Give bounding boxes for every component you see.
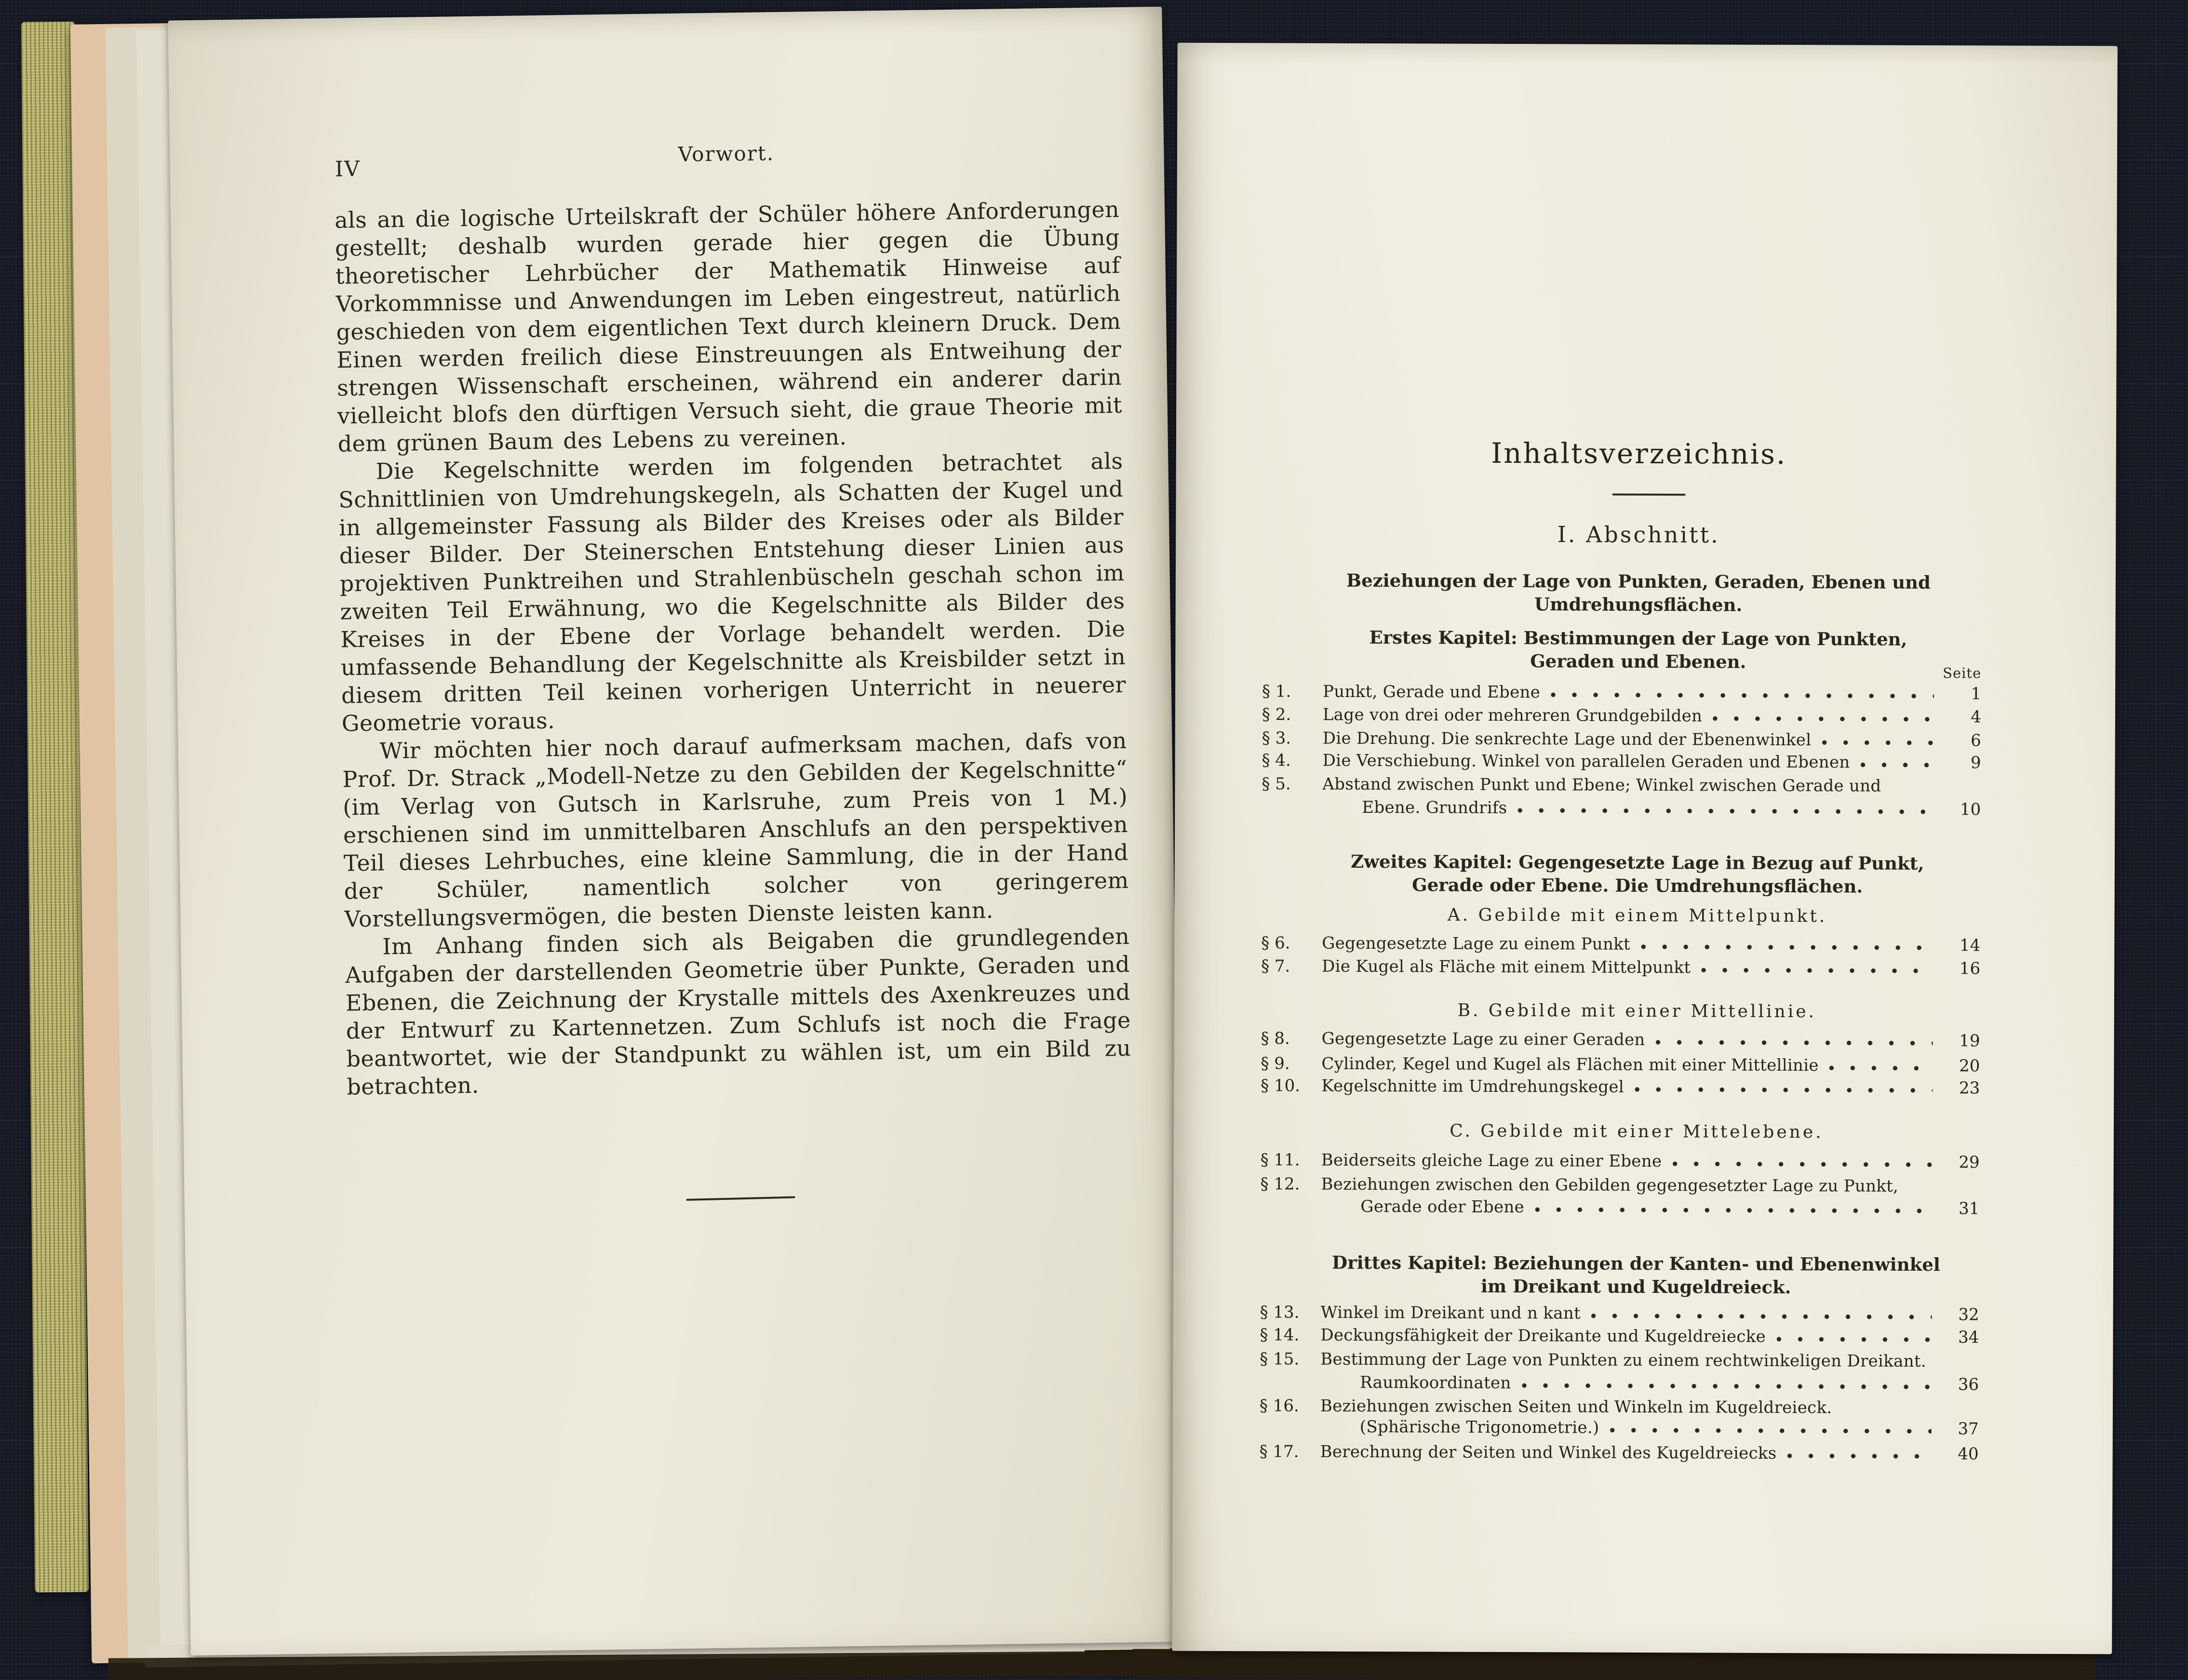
chapter2-heading-line1: Zweites Kapitel: Gegengesetzte Lage in Bezug auf Punkt, [1351, 850, 1924, 874]
toc-entry-16-line1 [1260, 1396, 1979, 1418]
toc-entry-15-line2 [1260, 1372, 1979, 1394]
entry-number: § 2. [1262, 705, 1291, 725]
entry-number: § 1. [1262, 682, 1291, 701]
toc-entry-13 [1260, 1303, 1979, 1324]
dot-leader [1713, 715, 1934, 723]
page-number: IV [335, 157, 361, 182]
entry-title-continued: Gerade oder Ebene [1360, 1196, 1525, 1217]
dot-leader [1610, 1427, 1932, 1435]
section-heading-line2: Umdrehungsflächen. [1534, 593, 1743, 616]
chapter3-heading-line2: im Dreikant und Kugeldreieck. [1480, 1275, 1791, 1298]
entry-number: § 16. [1259, 1396, 1299, 1416]
entry-page: 19 [1959, 1031, 1980, 1051]
entry-title: Beiderseits gleiche Lage zu einer Ebene [1321, 1150, 1662, 1171]
entry-number: § 12. [1260, 1174, 1300, 1194]
preface-text [335, 195, 1132, 1101]
dot-leader [1672, 1160, 1932, 1168]
entry-number: § 5. [1262, 774, 1291, 794]
entry-title: Die Drehung. Die senkrechte Lage und der Ebenenwinkel [1322, 728, 1812, 750]
entry-title: Berechnung der Seiten und Winkel des Kugeldreiecks [1320, 1442, 1777, 1463]
toc-entry-7 [1261, 956, 1980, 978]
entry-title-continued: (Sphärische Trigonometrie.) [1359, 1417, 1599, 1438]
toc-entry-10 [1261, 1076, 1980, 1098]
entry-page: 37 [1958, 1419, 1979, 1439]
entry-title: Bestimmung der Lage von Punkten zu einem rechtwinkeligen Dreikant. [1320, 1349, 1927, 1371]
dot-leader [1776, 1336, 1932, 1343]
toc-entry-1 [1262, 682, 1981, 703]
entry-title: Die Kugel als Fläche mit einem Mittelpunkt [1322, 956, 1691, 978]
chapter1-heading-line2: Geraden und Ebenen. [1530, 650, 1746, 672]
right-page [1172, 43, 2118, 1654]
entry-title: Die Verschiebung. Winkel von parallelen Geraden und Ebenen [1322, 751, 1850, 772]
entry-indent [1260, 1211, 1360, 1212]
preface-paragraph-1: als an die logische Urteilskraft der Schüler höhere Anforderungen gestellt; deshalb wurden gerade hier gegen die Übung theoretischer Lehrbücher der Mathematik Hinweise auf Vorkommnisse und Anwendungen im Leben eingestreut, natürlich geschieden von dem eigentlichen Text durch kleinern Druck. Dem Einen werden freilich diese Einstreuungen als Entweihung der strengen Wissenschaft erscheinen, während ein anderer darin vielleicht blofs den dürftigen Versuch sieht, die graue Theorie mit dem grünen Baum des Lebens zu vereinen. [334, 196, 1123, 457]
entry-number: § 4. [1262, 751, 1291, 770]
chapter3-heading [1275, 1250, 1998, 1299]
entry-title-continued: Raumkoordinaten [1360, 1372, 1511, 1393]
entry-page: 1 [1971, 684, 1982, 704]
subsection-b-heading: B. Gebilde mit einer Mittellinie. [1457, 1000, 1817, 1022]
entry-title: Gegengesetzte Lage zu einem Punkt [1322, 933, 1631, 954]
dot-leader [1787, 1452, 1932, 1460]
dot-leader [1551, 691, 1934, 699]
entry-title: Winkel im Dreikant und n kant [1320, 1303, 1581, 1323]
entry-page: 10 [1960, 800, 1981, 820]
dot-leader [1656, 1039, 1933, 1047]
dot-leader [1591, 1313, 1932, 1320]
entry-indent [1262, 812, 1362, 813]
page-header [334, 136, 1119, 181]
section-heading [1277, 568, 2000, 617]
entry-number: § 3. [1262, 728, 1291, 748]
entry-title-continued: Ebene. Grundrifs [1362, 797, 1507, 818]
preface-paragraph-3: Wir möchten hier noch darauf aufmerksam machen, dafs von Prof. Dr. Strack „Modell-Netze zu den Gebilden der Kegelschnitte“ (im Verlag von Gutsch in Karlsruhe, zum Preis von 1 M.) erschienen sind im unmittelbaren Anschlufs an den perspektiven Teil dieses Lehrbuches, eine kleine Sammlung, die in der Hand der Schüler, namentlich solcher von geringerem Vorstellungsvermögen, die besten Dienste leisten kann. [342, 727, 1129, 932]
dot-leader [1701, 967, 1933, 974]
entry-number: § 9. [1261, 1054, 1290, 1074]
entry-title: Abstand zwischen Punkt und Ebene; Winkel zwischen Gerade und [1322, 774, 1881, 796]
dot-leader [1518, 807, 1934, 815]
entry-title: Kegelschnitte im Umdrehungskegel [1321, 1076, 1624, 1097]
left-page [168, 7, 1184, 1655]
toc-entry-2 [1262, 705, 1981, 726]
toc-title: Inhaltsverzeichnis. [1491, 436, 1787, 471]
running-header: Vorwort. [678, 141, 775, 166]
subsection-c-heading: C. Gebilde mit einer Mittelebene. [1450, 1121, 1824, 1142]
toc-entry-17 [1260, 1442, 1979, 1464]
entry-number: § 11. [1260, 1150, 1300, 1170]
entry-number: § 10. [1261, 1076, 1301, 1096]
entry-title: Punkt, Gerade und Ebene [1323, 682, 1541, 702]
entry-page: 40 [1958, 1444, 1979, 1464]
preface-paragraph-2: Die Kegelschnitte werden im folgenden betrachtet als Schnittlinien von Umdrehungskegeln, als Schatten der Kugel und in allgemeinster Fassung als Bilder des Kreises oder als Bilder dieser Bilder. Der Steinerschen Entstehung dieser Linien aus projektiven Punktreihen und Strahlenbüscheln geschah schon im zweiten Teil Erwähnung, wo die Kegelschnitte als Bilder des Kreises in der Ebene der Vorlage behandelt werden. Die umfassende Behandlung der Kegelschnitte als Kreisbilder setzt in diesem dritten Teil keinen vorherigen Unterricht in neuerer Geometrie voraus. [338, 447, 1127, 737]
toc-entry-4 [1262, 751, 1981, 772]
dot-leader [1822, 739, 1933, 746]
entry-title: Gegengesetzte Lage zu einer Geraden [1321, 1029, 1645, 1050]
entry-page: 20 [1959, 1056, 1980, 1076]
toc-entry-5-line2 [1262, 797, 1981, 819]
dot-leader [1535, 1206, 1932, 1214]
entry-title: Lage von drei oder mehreren Grundgebilden [1322, 705, 1703, 726]
toc-entry-8 [1261, 1029, 1980, 1050]
chapter2-heading [1276, 849, 1999, 898]
dot-leader [1829, 1064, 1933, 1072]
entry-page: 16 [1959, 959, 1981, 979]
toc-entry-6 [1261, 933, 1980, 955]
entry-number: § 17. [1259, 1442, 1299, 1462]
entry-title: Beziehungen zwischen den Gebilden gegengesetzter Lage zu Punkt, [1321, 1174, 1899, 1196]
entry-number: § 6. [1261, 933, 1290, 953]
chapter3-heading-line1: Drittes Kapitel: Beziehungen der Kanten- und Ebenenwinkel [1332, 1251, 1940, 1276]
entry-page: 36 [1958, 1375, 1979, 1395]
toc-entry-11 [1261, 1150, 1980, 1172]
dot-leader [1635, 1086, 1933, 1094]
toc-entry-12-line2 [1260, 1196, 1979, 1218]
toc-entry-3 [1262, 728, 1981, 750]
entry-title: Deckungsfähigkeit der Dreikante und Kugeldreiecke [1320, 1325, 1766, 1346]
entry-indent [1260, 1387, 1360, 1388]
entry-page: 34 [1958, 1328, 1979, 1347]
entry-page: 9 [1970, 753, 1981, 773]
toc-entry-5-line1 [1262, 774, 1981, 796]
subsection-a-heading: A. Gebilde mit einem Mittelpunkt. [1447, 905, 1827, 927]
entry-page: 31 [1959, 1199, 1980, 1219]
entry-number: § 7. [1261, 956, 1290, 976]
chapter2-heading-line2: Gerade oder Ebene. Die Umdrehungsflächen. [1412, 874, 1863, 897]
entry-page: 32 [1958, 1305, 1979, 1325]
entry-number: § 13. [1260, 1303, 1300, 1322]
entry-number: § 15. [1260, 1349, 1300, 1369]
toc-title-rule [1612, 494, 1686, 496]
section-heading-line1: Beziehungen der Lage von Punkten, Geraden, Ebenen und [1346, 569, 1931, 593]
seite-column-label: Seite [1943, 665, 1982, 682]
entry-number: § 8. [1261, 1029, 1290, 1048]
toc-entry-9 [1261, 1054, 1980, 1075]
dot-leader [1522, 1382, 1932, 1390]
chapter1-heading-line1: Erstes Kapitel: Bestimmungen der Lage von Punkten, [1369, 627, 1907, 650]
entry-title: Cylinder, Kegel und Kugel als Flächen mit einer Mittellinie [1321, 1054, 1819, 1075]
preface-content [334, 136, 1133, 1205]
section-title: I. Abschnitt. [1557, 521, 1720, 548]
entry-title: Beziehungen zwischen Seiten und Winkeln im Kugeldreieck. [1320, 1396, 1832, 1418]
entry-number: § 14. [1260, 1325, 1300, 1345]
dot-leader [1641, 943, 1933, 951]
entry-page: 29 [1959, 1153, 1980, 1172]
dot-leader [1861, 762, 1934, 769]
toc-entry-12-line1 [1260, 1174, 1979, 1196]
toc-entry-15-line1 [1260, 1349, 1979, 1371]
preface-paragraph-4: Im Anhang finden sich als Beigaben die grundlegenden Aufgaben der darstellenden Geometrie über Punkte, Geraden und Ebenen, die Zeichnung der Krystalle mittels des Axenkreuzes und der Entwurf zu Kartennetzen. Zum Schlufs ist noch die Frage beantwortet, wie der Standpunkt zu wählen ist, um ein Bild zu betrachten. [345, 923, 1131, 1100]
entry-page: 23 [1959, 1078, 1980, 1098]
toc-entry-14 [1260, 1325, 1979, 1347]
end-of-preface-rule [686, 1196, 795, 1201]
entry-page: 4 [1971, 707, 1982, 727]
entry-page: 6 [1971, 731, 1981, 751]
toc-entry-16-line2 [1260, 1417, 1979, 1438]
entry-page: 14 [1959, 936, 1981, 955]
